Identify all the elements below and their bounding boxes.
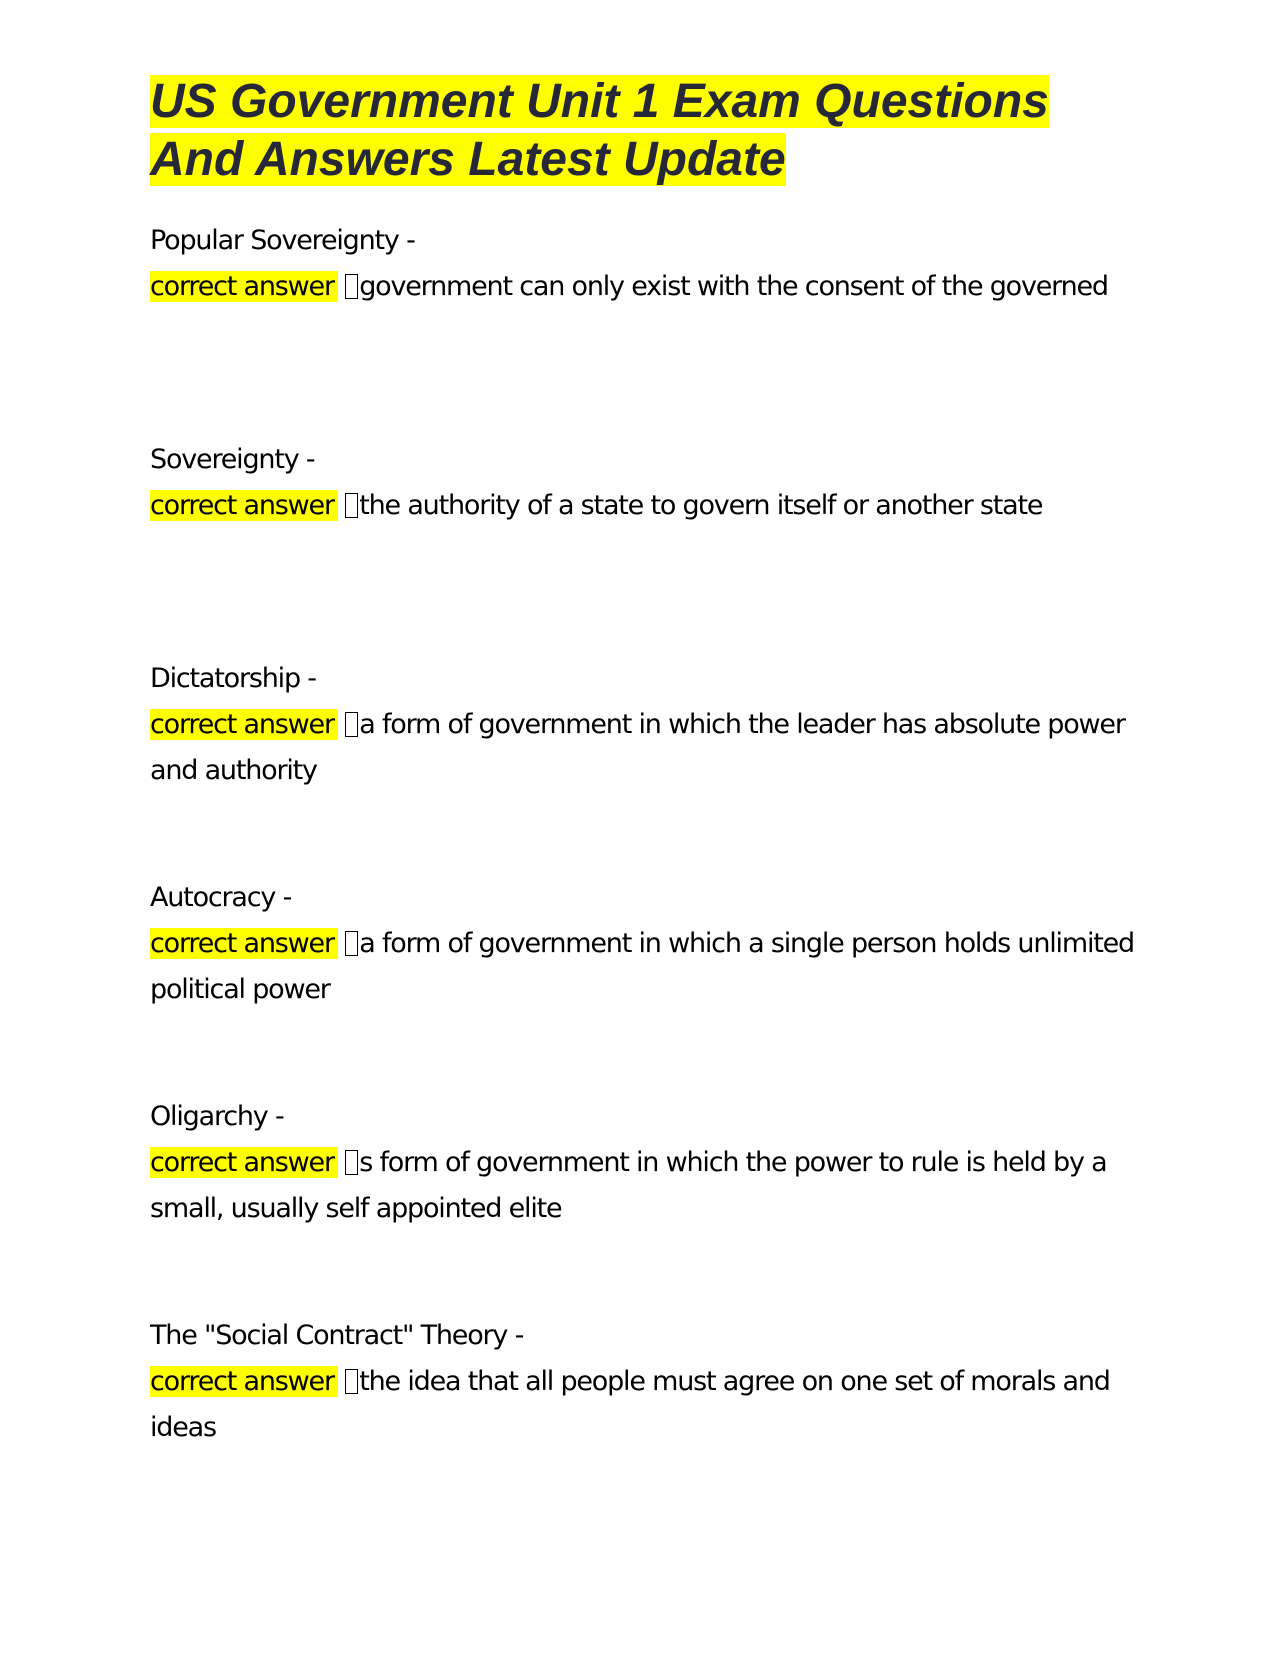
answer-label: correct answer [150, 1366, 338, 1397]
answer-label: correct answer [150, 490, 338, 521]
question-term: Popular Sovereignty - [150, 225, 415, 256]
missing-glyph-icon [345, 274, 358, 299]
answer-definition: s form of government in which the power to rule is held by a small, usually self appointed elite [150, 1147, 1107, 1224]
answer-label: correct answer [150, 1147, 338, 1178]
question-term: Oligarchy - [150, 1101, 284, 1132]
missing-glyph-icon [345, 931, 358, 956]
title-line-1: US Government Unit 1 Exam Questions [150, 75, 1049, 128]
question-term: Dictatorship - [150, 663, 316, 694]
document-title [150, 73, 1150, 189]
qa-entry [150, 656, 1140, 794]
answer-definition: the idea that all people must agree on one set of morals and ideas [150, 1366, 1110, 1443]
answer-label: correct answer [150, 709, 338, 740]
qa-entry [150, 1313, 1140, 1451]
question-term: Autocracy - [150, 882, 292, 913]
answer-label: correct answer [150, 271, 338, 302]
answer-definition: the authority of a state to govern itself or another state [359, 490, 1043, 521]
qa-entry [150, 218, 1140, 310]
answer-definition: a form of government in which a single person holds unlimited political power [150, 928, 1134, 1005]
answer-definition: government can only exist with the consent of the governed [359, 271, 1108, 302]
answer-label: correct answer [150, 928, 338, 959]
missing-glyph-icon [345, 1150, 358, 1175]
qa-entry [150, 437, 1140, 529]
missing-glyph-icon [345, 712, 358, 737]
title-line-2: And Answers Latest Update [150, 133, 786, 186]
answer-definition: a form of government in which the leader has absolute power and authority [150, 709, 1125, 786]
missing-glyph-icon [345, 1369, 358, 1394]
missing-glyph-icon [345, 493, 358, 518]
question-term: Sovereignty - [150, 444, 315, 475]
qa-entry [150, 1094, 1140, 1232]
qa-entry [150, 875, 1140, 1013]
question-term: The "Social Contract" Theory - [150, 1320, 524, 1351]
